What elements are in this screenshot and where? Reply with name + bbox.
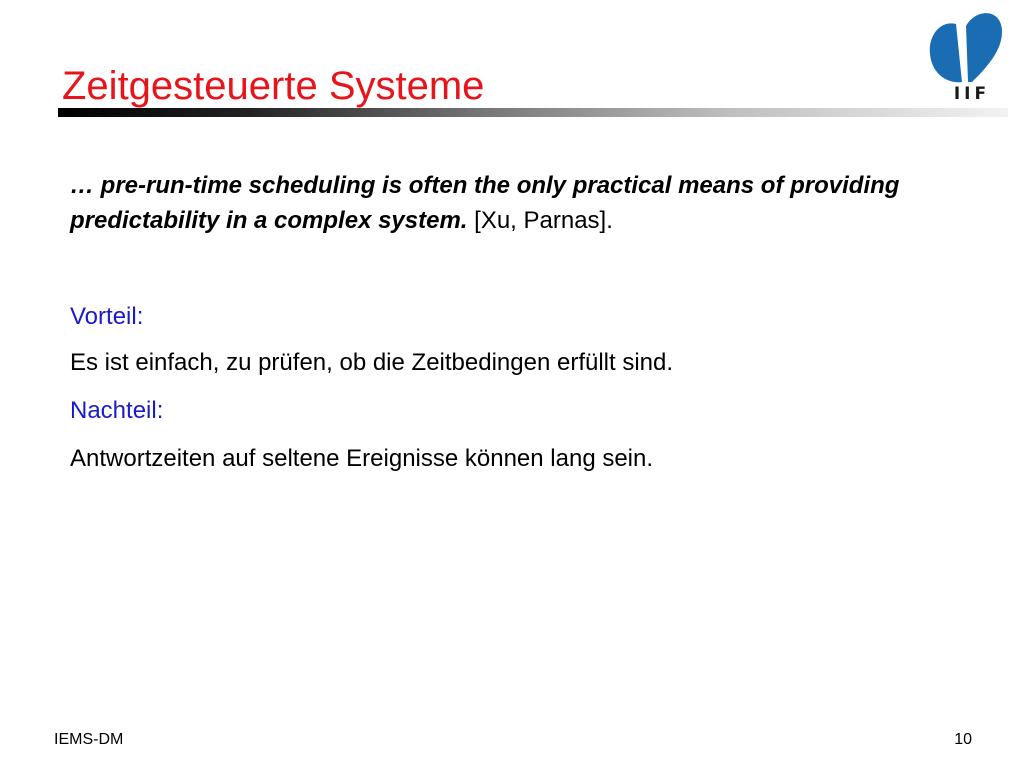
disadvantage-text: Antwortzeiten auf seltene Ereignisse können lang sein.: [70, 445, 654, 472]
iif-logo: [918, 6, 1008, 104]
logo-text: IIF: [953, 84, 991, 104]
quote-text: … pre-run-time scheduling is often the only practical means of providing predictability in a complex system.: [70, 172, 900, 234]
quote-citation: [Xu, Parnas].: [474, 207, 613, 234]
logo-wing-icon: [966, 13, 1002, 82]
title-divider: [58, 108, 1008, 117]
advantage-label: Vorteil:: [70, 303, 144, 330]
page-number: 10: [954, 731, 972, 748]
advantage-text: Es ist einfach, zu prüfen, ob die Zeitbedingen erfüllt sind.: [70, 349, 674, 376]
disadvantage-label: Nachteil:: [70, 397, 164, 424]
footer-label: IEMS-DM: [54, 731, 124, 748]
quote-paragraph: [70, 168, 950, 238]
slide-title: Zeitgesteuerte Systeme: [62, 64, 485, 108]
logo-swoosh-icon: [930, 23, 962, 82]
